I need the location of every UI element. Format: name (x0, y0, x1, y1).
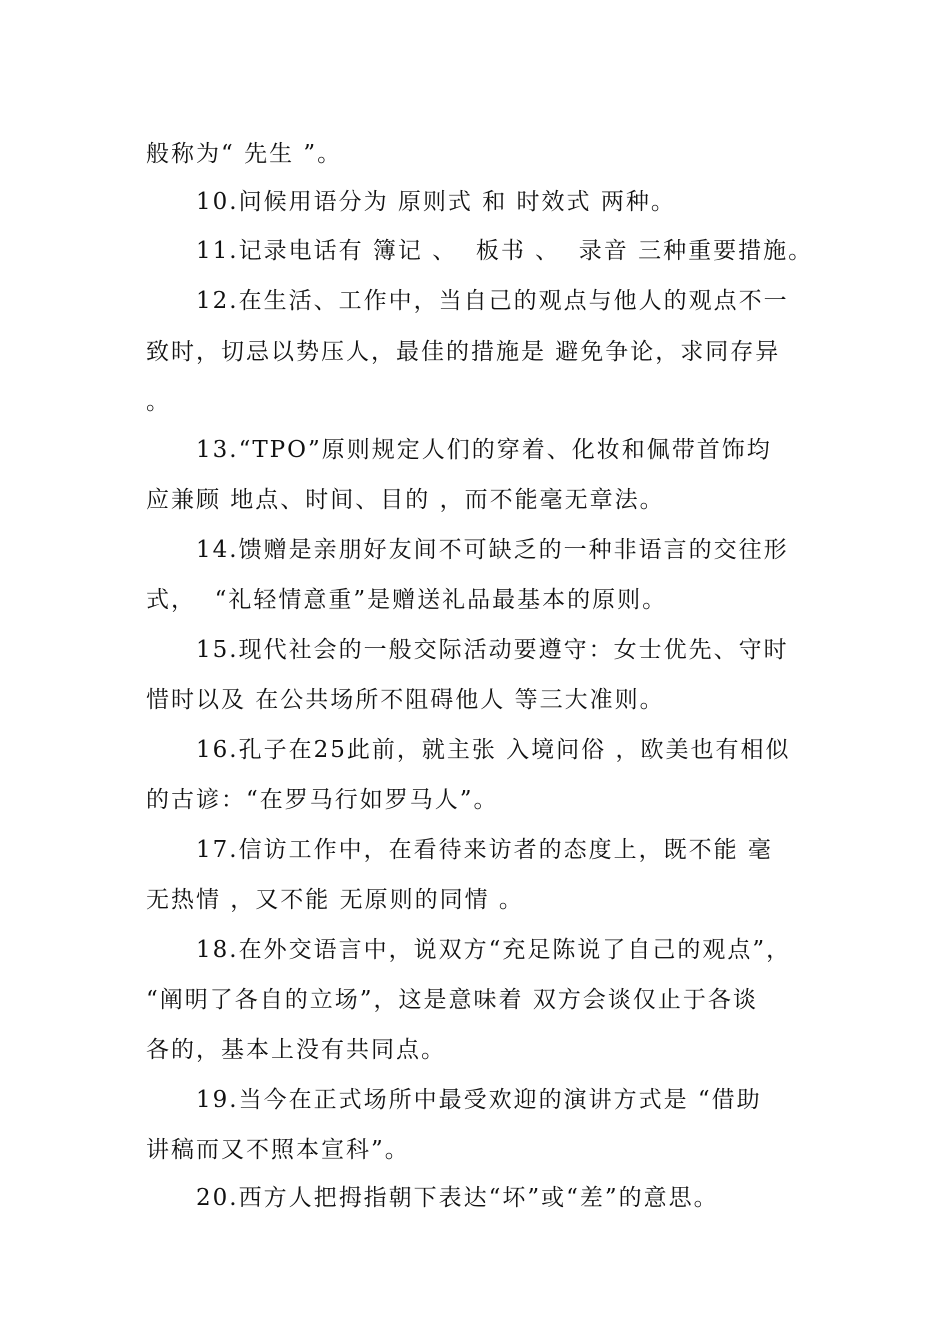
text-line-11: 15.现代社会的一般交际活动要遵守：女士优先、守时 (196, 637, 789, 663)
text-line-1: 般称为“ 先生 ”。 (146, 141, 343, 167)
text-line-20: 19.当今在正式场所中最受欢迎的演讲方式是 “借助 (196, 1087, 762, 1113)
text-line-17: 18.在外交语言中，说双方“充足陈说了自己的观点”， (196, 937, 792, 963)
text-line-21: 讲稿而又不照本宣科”。 (146, 1137, 410, 1163)
text-line-13: 16.孔子在25此前，就主张 入境问俗 ，欧美也有相似 (196, 737, 791, 763)
text-line-12: 惜时以及 在公共场所不阻碍他人 等三大准则。 (146, 687, 665, 713)
text-line-6: 。 (146, 389, 171, 415)
text-line-2: 10.问候用语分为 原则式 和 时效式 两种。 (196, 189, 676, 215)
text-line-7: 13.“TPO”原则规定人们的穿着、化妆和佩带首饰均 (196, 437, 772, 463)
text-line-9: 14.馈赠是亲朋好友间不可缺乏的一种非语言的交往形 (196, 537, 789, 563)
text-line-19: 各的，基本上没有共同点。 (146, 1037, 446, 1063)
text-line-3: 11.记录电话有 簿记 、 板书 、 录音 三种重要措施。 (196, 238, 814, 264)
text-line-4: 12.在生活、工作中，当自己的观点与他人的观点不一 (196, 288, 789, 314)
text-line-14: 的古谚：“在罗马行如罗马人”。 (146, 787, 499, 813)
text-line-18: “阐明了各自的立场”，这是意味着 双方会谈仅止于各谈 (146, 987, 758, 1013)
text-line-5: 致时，切忌以势压人，最佳的措施是 避免争论，求同存异 (146, 339, 781, 365)
text-line-22: 20.西方人把拇指朝下表达“坏”或“差”的意思。 (196, 1185, 719, 1211)
text-line-10: 式， “礼轻情意重”是赠送礼品最基本的原则。 (146, 587, 668, 613)
text-line-8: 应兼顾 地点、时间、目的 ，而不能毫无章法。 (146, 487, 665, 513)
text-line-15: 17.信访工作中，在看待来访者的态度上，既不能 毫 (196, 837, 773, 863)
text-line-16: 无热情 ，又不能 无原则的同情 。 (146, 887, 524, 913)
